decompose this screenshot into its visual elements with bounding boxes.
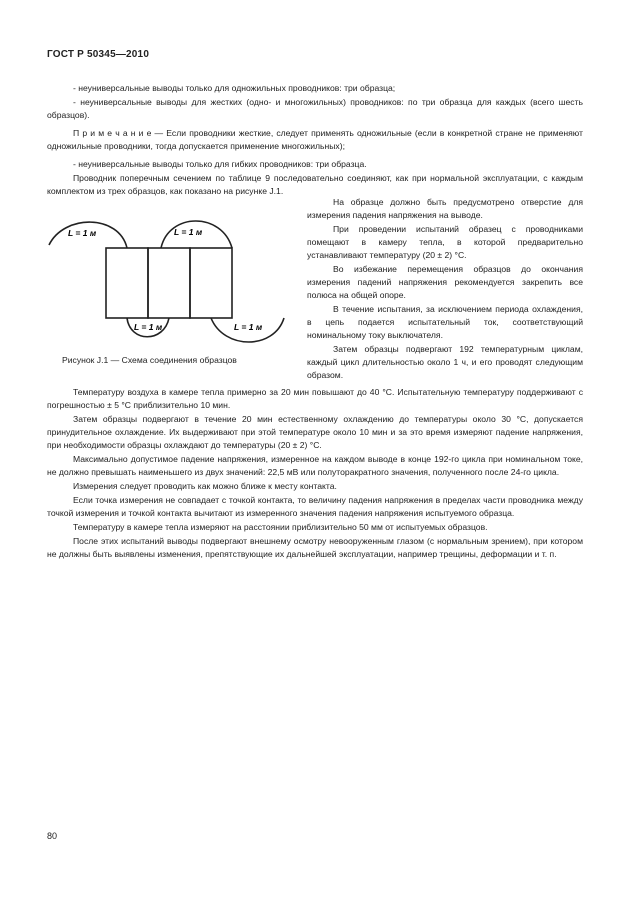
paragraph: Измерения следует проводить как можно ближе к месту контакта.	[73, 481, 337, 491]
sample-box-2	[148, 248, 190, 318]
bottom-text-block	[47, 386, 583, 562]
paragraph: Температуру в камере тепла измеряют на расстоянии приблизительно 50 мм от испытуемых образцов.	[73, 522, 488, 532]
note-paragraph: П р и м е ч а н и е — Если проводники жесткие, следует применять одножильные (если в конкретной стране не применяют одножильные проводники, тогда допускается применение многожильных);	[47, 128, 583, 151]
document-header: ГОСТ Р 50345—2010	[47, 49, 150, 60]
paragraph: - неуниверсальные выводы только для одножильных проводников: три образца;	[73, 83, 396, 93]
paragraph: После этих испытаний выводы подвергают внешнему осмотру невооруженным глазом (с нормальным зрением), при котором не должны быть выявлены изменения, препятствующие их дальнейшей эксплуатации, например трещины, деформации и т. п.	[47, 536, 583, 559]
length-label: L = 1 м	[234, 322, 263, 332]
paragraph: Во избежание перемещения образцов до окончания измерения падений напряжения рекомендуется закрепить все полюса на общей опоре.	[307, 264, 583, 300]
paragraph: - неуниверсальные выводы для жестких (одно- и многожильных) проводников: по три образца для каждых (всего шесть образцов).	[47, 97, 583, 120]
paragraph: При проведении испытаний образец с проводниками помещают в камеру тепла, в которой предварительно устанавливают температуру (20 ± 2) °С.	[307, 224, 583, 260]
paragraph: На образце должно быть предусмотрено отверстие для измерения падения напряжения на выводе.	[307, 197, 583, 220]
paragraph: Затем образцы подвергают 192 температурным циклам, каждый цикл длительностью около 1 ч, и его проводят следующим образом.	[307, 344, 583, 380]
length-label: L = 1 м	[68, 228, 97, 238]
length-label: L = 1 м	[134, 322, 163, 332]
sample-box-1	[106, 248, 148, 318]
connection-diagram	[44, 208, 294, 358]
right-column	[307, 196, 583, 383]
paragraph: Максимально допустимое падение напряжения, измеренное на каждом выводе в конце 192-го цикла при номинальном токе, не должно превышать наименьшего из двух значений: 22,5 мВ или полуторакратного значения, полученного после 24-го цикла.	[47, 454, 583, 477]
sample-box-3	[190, 248, 232, 318]
paragraph: Температуру воздуха в камере тепла примерно за 20 мин повышают до 40 °С. Испытательную температуру поддерживают с погрешностью ± 5 °С приблизительно 10 мин.	[47, 387, 583, 410]
paragraph: Затем образцы подвергают в течение 20 мин естественному охлаждению до температуры около 30 °С, допускается принудительное охлаждение. Их выдерживают при этой температуре около 10 мин и за это время измеряют падение напряжения, при необходимости образцы охлаждают до температуры (20 ± 2) °С.	[47, 414, 583, 450]
length-label: L = 1 м	[174, 227, 203, 237]
page-number: 80	[47, 831, 58, 841]
paragraph: Если точка измерения не совпадает с точкой контакта, то величину падения напряжения в пределах части проводника между точкой измерения и точкой контакта вычитают из измеренного значения падения напряжения испытуемого образца.	[47, 495, 583, 518]
paragraph: В течение испытания, за исключением периода охлаждения, в цепь подается испытательный ток, соответствующий номинальному току выключателя.	[307, 304, 583, 340]
top-text-block	[47, 82, 583, 199]
paragraph: - неуниверсальные выводы только для гибких проводников: три образца.	[73, 159, 367, 169]
figure-caption: Рисунок J.1 — Схема соединения образцов	[62, 355, 237, 365]
paragraph: Проводник поперечным сечением по таблице 9 последовательно соединяют, как при нормальной эксплуатации, с каждым комплектом из трех образцов, как показано на рисунке J.1.	[47, 173, 583, 196]
